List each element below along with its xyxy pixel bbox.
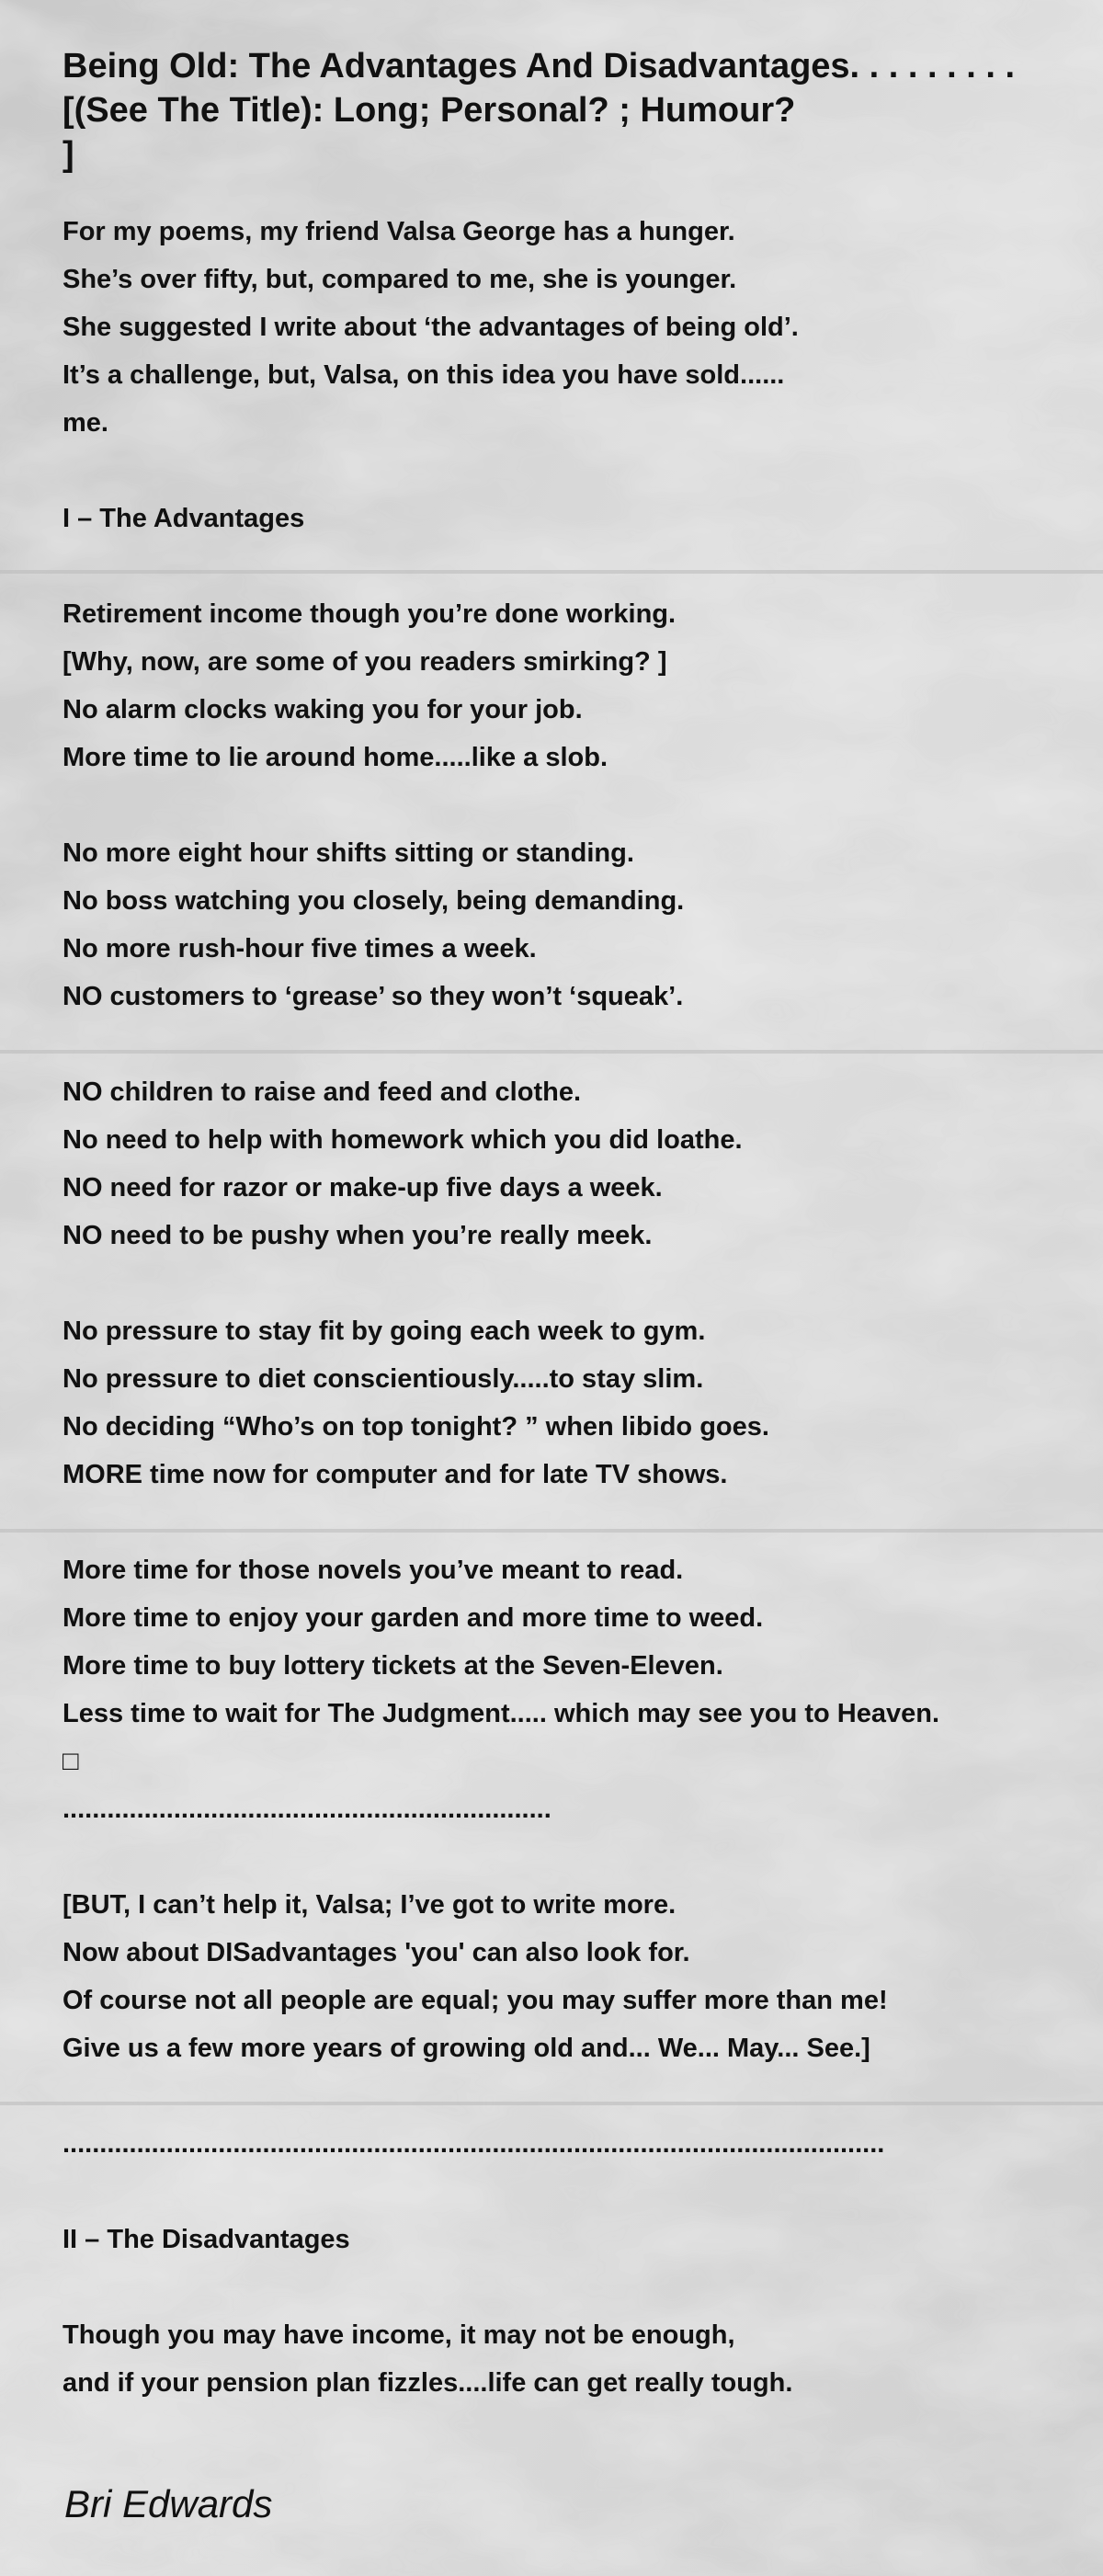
poem-line: NO need to be pushy when you’re really meek. (63, 1221, 653, 1250)
poem-line: me. (63, 408, 108, 438)
poem-line: Less time to wait for The Judgment..... which may see you to Heaven. (63, 1699, 939, 1728)
stanza-break (63, 1020, 1103, 1068)
poem-line: She suggested I write about ‘the advantages of being old’. (63, 313, 799, 342)
poem-line: I – The Advantages (63, 504, 305, 533)
stanza-break (63, 2072, 1103, 2120)
stanza-break (63, 447, 1103, 495)
poem-line: No need to help with homework which you did loathe. (63, 1125, 743, 1155)
poem-line: No deciding “Who’s on top tonight? ” when libido goes. (63, 1412, 769, 1442)
stanza-break (63, 2168, 1103, 2216)
poem-line: More time for those novels you’ve meant to read. (63, 1556, 684, 1585)
poem-line: □ (63, 1747, 79, 1776)
poem-line: No pressure to stay fit by going each week to gym. (63, 1316, 706, 1346)
poem-content (63, 44, 1103, 2407)
stanza-break (63, 542, 1103, 590)
poem-line: No boss watching you closely, being demanding. (63, 886, 685, 916)
poem-line: No alarm clocks waking you for your job. (63, 695, 583, 724)
poem-line: No more rush-hour five times a week. (63, 934, 537, 963)
poem-line: More time to lie around home.....like a slob. (63, 743, 608, 772)
poem-title-line: Being Old: The Advantages And Disadvantages. . . . . . . . . (63, 47, 1016, 85)
stanza-break (63, 781, 1103, 829)
stanza-break (63, 1833, 1103, 1881)
stanza-break (63, 2263, 1103, 2311)
poem-line: II – The Disadvantages (63, 2225, 350, 2254)
poem-line: She’s over fifty, but, compared to me, she is younger. (63, 265, 737, 294)
poem-line: It’s a challenge, but, Valsa, on this idea you have sold...... (63, 360, 785, 390)
poem-line: Give us a few more years of growing old and... We... May... See.] (63, 2034, 870, 2063)
poem-line: For my poems, my friend Valsa George has a hunger. (63, 217, 735, 246)
poem-line: More time to buy lottery tickets at the Seven-Eleven. (63, 1651, 723, 1681)
stanza-break (63, 1499, 1103, 1546)
poem-line: Now about DISadvantages 'you' can also look for. (63, 1938, 690, 1967)
poem-line: No pressure to diet conscientiously.....to stay slim. (63, 1364, 704, 1394)
poem-line: .................................................................. (63, 1795, 552, 1824)
poem-body (63, 208, 1103, 2407)
poem-line: and if your pension plan fizzles....life can get really tough. (63, 2368, 793, 2398)
poem-line: NO children to raise and feed and clothe. (63, 1077, 581, 1107)
poem-line: More time to enjoy your garden and more time to weed. (63, 1603, 764, 1633)
poem-title (63, 44, 1103, 177)
poem-line: Though you may have income, it may not be enough, (63, 2320, 735, 2350)
poem-line: MORE time now for computer and for late TV shows. (63, 1460, 728, 1489)
author-name: Bri Edwards (64, 2482, 273, 2525)
poem-line: Of course not all people are equal; you may suffer more than me! (63, 1986, 888, 2015)
poem-line: NO customers to ‘grease’ so they won’t ‘squeak’. (63, 982, 684, 1011)
poem-line: [BUT, I can’t help it, Valsa; I’ve got to write more. (63, 1890, 677, 1920)
poem-line: ............................................................................................................... (63, 2129, 885, 2159)
poem-line: NO need for razor or make-up five days a week. (63, 1173, 663, 1203)
poem-title-line: ] (63, 135, 74, 174)
poem-line: Retirement income though you’re done working. (63, 599, 677, 629)
stanza-break (63, 1260, 1103, 1307)
poem-title-line: [(See The Title): Long; Personal? ; Humour? (63, 91, 796, 130)
poem-line: [Why, now, are some of you readers smirking? ] (63, 647, 667, 677)
poem-line: No more eight hour shifts sitting or standing. (63, 838, 634, 868)
